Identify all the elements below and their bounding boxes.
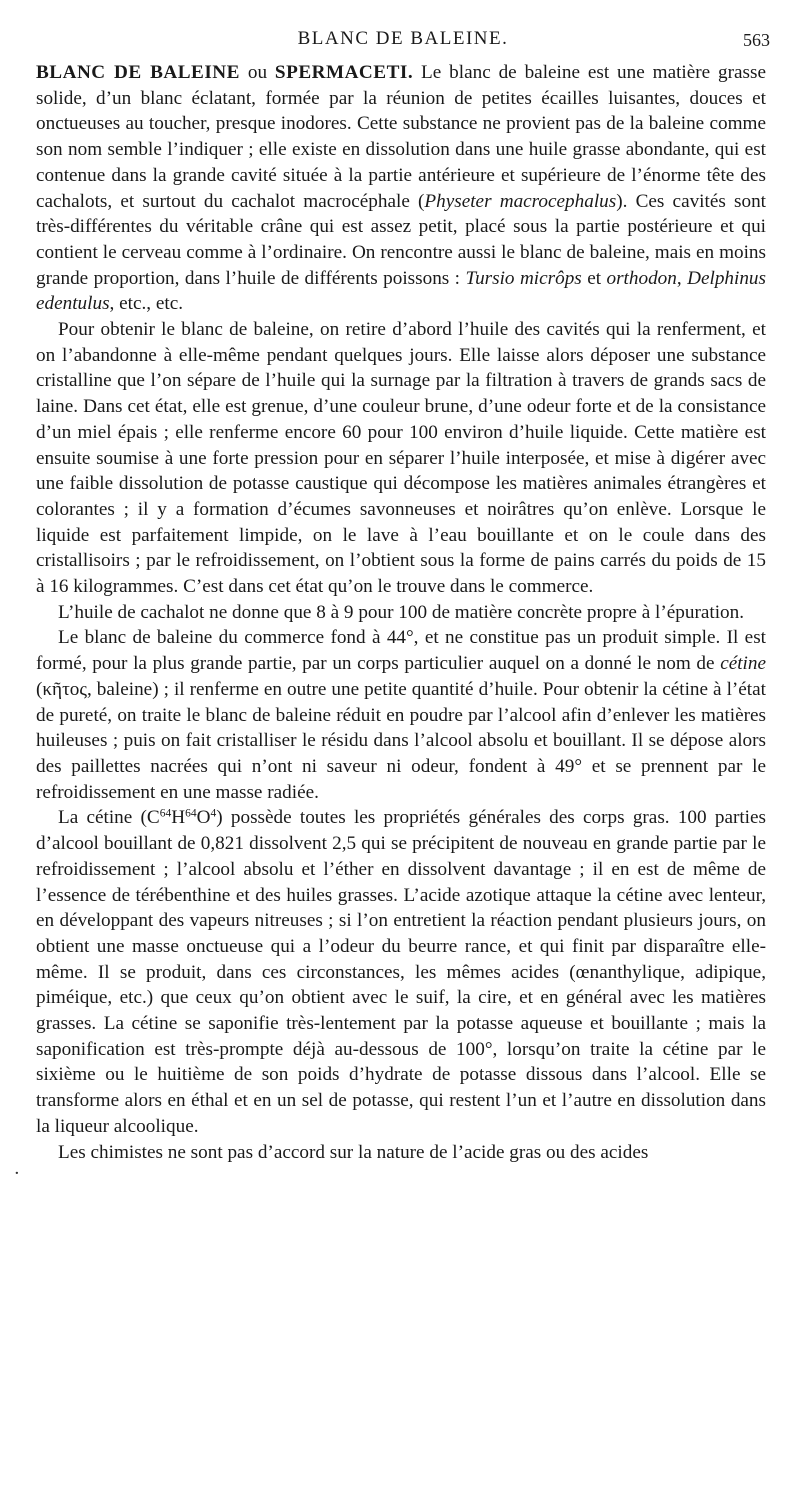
entry-heading-alt: SPERMACETI. bbox=[274, 62, 414, 83]
formula-prefix: La cétine (C bbox=[58, 807, 160, 829]
paragraph-properties bbox=[36, 805, 766, 1139]
heading-joiner: ou bbox=[239, 62, 275, 83]
paragraph-intro-text-5: , etc., etc. bbox=[109, 293, 184, 315]
formula-hydrogen: H bbox=[171, 807, 186, 829]
paragraph-extraction: Pour obtenir le blanc de baleine, on retire d’abord l’huile des cavités qui la renferment, et on l’abandonne à elle-même pendant quelques jours. Elle laisse alors déposer une substance cristalline que l’on sépare de l’huile qui la surnage par la filtration à travers de grands sacs de laine. Dans cet état, elle est grenue, d’une couleur brune, d’une odeur forte et de la consistance d’un miel épais ; elle renferme encore 60 pour 100 environ d’huile liquide. Cette matière est ensuite soumise à une forte pression pour en séparer l’huile interposée, et mise à digérer avec une faible dissolution de potasse caustique qui décompose les matières animales étrangères et colorantes ; il y a formation d’écumes savonneuses et noirâtres qu’on enlève. Lorsque le liquide est parfaitement limpide, on le lave à l’eau bouillante et on le coule dans des cristallisoirs ; par le refroidissement, on l’obtient sous la forme de pains carrés du poids de 15 à 16 kilogrammes. C’est dans cet état qu’on le trouve dans le commerce. bbox=[36, 319, 766, 598]
paragraph-cetine-text-1: Le blanc de baleine du commerce fond à 44°, et ne constitue pas un produit simple. Il est formé, pour la plus grande partie, par un corps particulier auquel on a donné le nom de bbox=[36, 627, 766, 675]
body-text bbox=[36, 60, 766, 1165]
page-number: 563 bbox=[743, 30, 770, 50]
paragraph-intro-text-2: ). Ces cavités sont très-différentes du véritable crâne qui est assez petit, placé sous la partie postérieure et qui contient le cerveau comme à l’ordinaire. On rencontre aussi le blanc de baleine, mais en moins grande proportion, dans l’huile de différents poissons : bbox=[36, 190, 766, 289]
paragraph-intro-text-4: , bbox=[676, 267, 688, 289]
formula-subscript-oxygen: 4 bbox=[210, 808, 217, 821]
formula-subscript-hydrogen: 64 bbox=[185, 808, 197, 821]
paragraph-chemists: Les chimistes ne sont pas d’accord sur la nature de l’acide gras ou des acides bbox=[58, 1141, 649, 1163]
term-cetine: cétine bbox=[720, 653, 766, 675]
species-name-delphinus: Delphinus edentulus bbox=[36, 267, 766, 315]
running-title: BLANC DE BALEINE. bbox=[297, 28, 509, 49]
paragraph-yield: L’huile de cachalot ne donne que 8 à 9 pour 100 de matière concrète propre à l’épuration. bbox=[58, 601, 745, 623]
margin-mark-dot: · bbox=[14, 1163, 20, 1184]
paragraph-cetine-text-2: (κῆτος, baleine) ; il renferme en outre une petite quantité d’huile. Pour obtenir la cétine à l’état de pureté, on traite le blanc de baleine réduit en poudre par l’alcool afin d’enlever les matières huileuses ; puis on fait cristalliser le résidu dans l’alcool absolu et bouillant. Il se dépose alors des paillettes nacrées qui n’ont ni saveur ni odeur, fondent à 49° et se prennent par le refroidissement en une masse radiée. bbox=[36, 678, 766, 803]
species-name-physeter: Physeter macrocephalus bbox=[424, 190, 617, 212]
entry-heading: BLANC DE BALEINE bbox=[36, 62, 240, 83]
species-name-tursio: Tursio micrôps bbox=[465, 267, 582, 289]
paragraph-intro-text-1: Le blanc de baleine est une matière grasse solide, d’un blanc éclatant, formée par la réunion de petites écailles luisantes, douces et onctueuses au toucher, presque inodores. Cette substance ne provient pas de la baleine comme son nom semble l’indiquer ; elle existe en dissolution dans une huile grasse abondante, qui est contenue dans la grande cavité située à la partie antérieure et supérieure de l’énorme tête des cachalots, et surtout du cachalot macrocéphale ( bbox=[36, 62, 766, 212]
formula-oxygen: O bbox=[196, 807, 211, 829]
species-name-orthodon: orthodon bbox=[606, 267, 677, 289]
paragraph-properties-text: ) possède toutes les propriétés générales des corps gras. 100 parties d’alcool bouillant de 0,821 dissolvent 2,5 qui se précipitent de nouveau en grande partie par le refroidissement ; l’alcool absolu et l’éther en dissolvent davantage ; il en est de même de l’essence de térébenthine et des huiles grasses. L’acide azotique attaque la cétine avec lenteur, en développant des vapeurs nitreuses ; si l’on entretient la réaction pendant plusieurs jours, on obtient une masse onctueuse qui a l’odeur du beurre rance, et qui finit par disparaître elle-même. Il se produit, dans ces circonstances, les mêmes acides (œnanthylique, adipique, piméique, etc.) que ceux qu’on obtient avec le suif, la cire, et en général avec les matières grasses. La cétine se saponifie très-lentement par la potasse aqueuse et bouillante ; mais la saponification est très-prompte déjà au-dessous de 100°, lorsqu’on traite la cétine par le sixième ou le huitième de son poids d’hydrate de potasse dissous dans l’alcool. Elle se transforme alors en éthal et en un sel de potasse, qui restent l’un et l’autre en dissolution dans la liqueur alcoolique. bbox=[36, 807, 766, 1137]
formula-subscript-carbon: 64 bbox=[159, 808, 172, 821]
paragraph-cetine bbox=[36, 625, 766, 805]
paragraph-intro-text-3: et bbox=[581, 267, 607, 289]
paragraph-intro bbox=[36, 60, 766, 317]
running-header bbox=[36, 28, 770, 58]
